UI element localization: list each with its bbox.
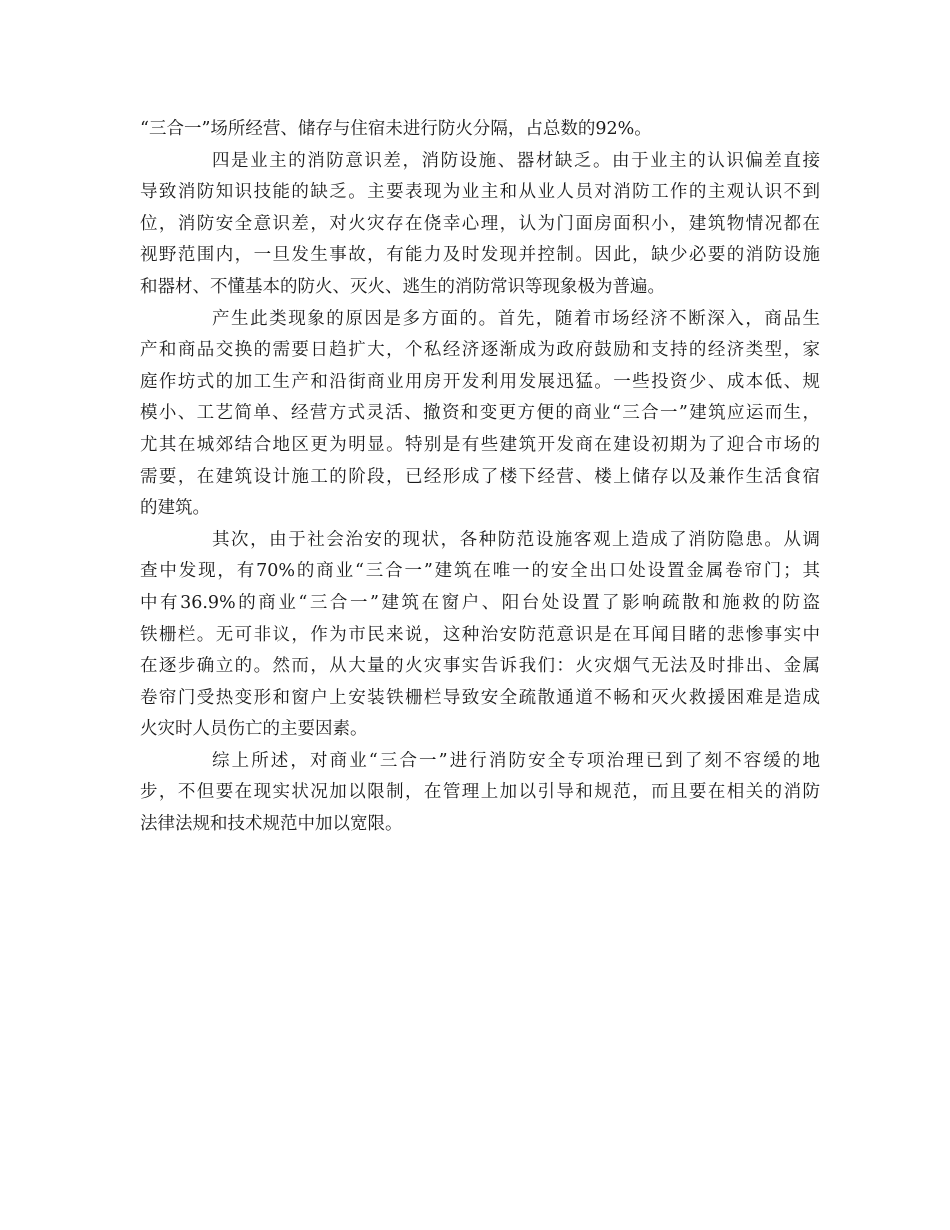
text-line: 火灾时人员伤亡的主要因素。: [140, 719, 368, 740]
document-body: [140, 114, 820, 841]
paragraph-conclusion: [140, 746, 820, 841]
text-line: 步，不但要在现实状况加以限制，在管理上加以引导和规范，而且要在相关的消防: [140, 782, 820, 803]
text-line: 模小、工艺简单、经营方式灵活、撤资和变更方便的商业“三合一”建筑应运而生，: [140, 403, 820, 424]
paragraph-security-facilities: [140, 525, 820, 746]
text-line: 位，消防安全意识差，对火灾存在侥幸心理，认为门面房面积小，建筑物情况都在: [140, 213, 820, 234]
text-line: 和器材、不懂基本的防火、灭火、逃生的消防常识等现象极为普遍。: [140, 276, 665, 297]
text-line: 四是业主的消防意识差，消防设施、器材缺乏。由于业主的认识偏差直接: [212, 150, 820, 171]
text-line: 需要，在建筑设计施工的阶段，已经形成了楼下经营、楼上储存以及兼作生活食宿: [140, 466, 820, 487]
text-line: 在逐步确立的。然而，从大量的火灾事实告诉我们：火灾烟气无法及时排出、金属: [140, 656, 820, 677]
text-line: 查中发现，有70%的商业“三合一”建筑在唯一的安全出口处设置金属卷帘门；其: [140, 561, 820, 582]
text-line: 其次，由于社会治安的现状，各种防范设施客观上造成了消防隐患。从调: [212, 529, 820, 550]
text-line: 铁栅栏。无可非议，作为市民来说，这种治安防范意识是在耳闻目睹的悲惨事实中: [140, 624, 820, 645]
text-line: 产生此类现象的原因是多方面的。首先，随着市场经济不断深入，商品生: [212, 308, 820, 329]
text-line: 尤其在城郊结合地区更为明显。特别是有些建筑开发商在建设初期为了迎合市场的: [140, 434, 820, 455]
text-line: 中有36.9%的商业“三合一”建筑在窗户、阳台处设置了影响疏散和施救的防盗: [140, 592, 820, 613]
paragraph-continuation: [140, 114, 820, 146]
text-line: 庭作坊式的加工生产和沿街商业用房开发利用发展迅猛。一些投资少、成本低、规: [140, 371, 820, 392]
paragraph-owner-awareness: [140, 146, 820, 304]
text-line: 导致消防知识技能的缺乏。主要表现为业主和从业人员对消防工作的主观认识不到: [140, 182, 820, 203]
text-line: 卷帘门受热变形和窗户上安装铁栅栏导致安全疏散通道不畅和灭火救援困难是造成: [140, 687, 820, 708]
text-line: 产和商品交换的需要日趋扩大，个私经济逐渐成为政府鼓励和支持的经济类型，家: [140, 340, 820, 361]
text-line: 视野范围内，一旦发生事故，有能力及时发现并控制。因此，缺少必要的消防设施: [140, 245, 820, 266]
paragraph-causes: [140, 304, 820, 525]
text-line: 综上所述，对商业“三合一”进行消防安全专项治理已到了刻不容缓的地: [212, 750, 820, 771]
text-line: “三合一”场所经营、储存与住宿未进行防火分隔，占总数的92%。: [140, 119, 652, 139]
text-line: 法律法规和技术规范中加以宽限。: [140, 814, 403, 835]
text-line: 的建筑。: [140, 498, 210, 519]
